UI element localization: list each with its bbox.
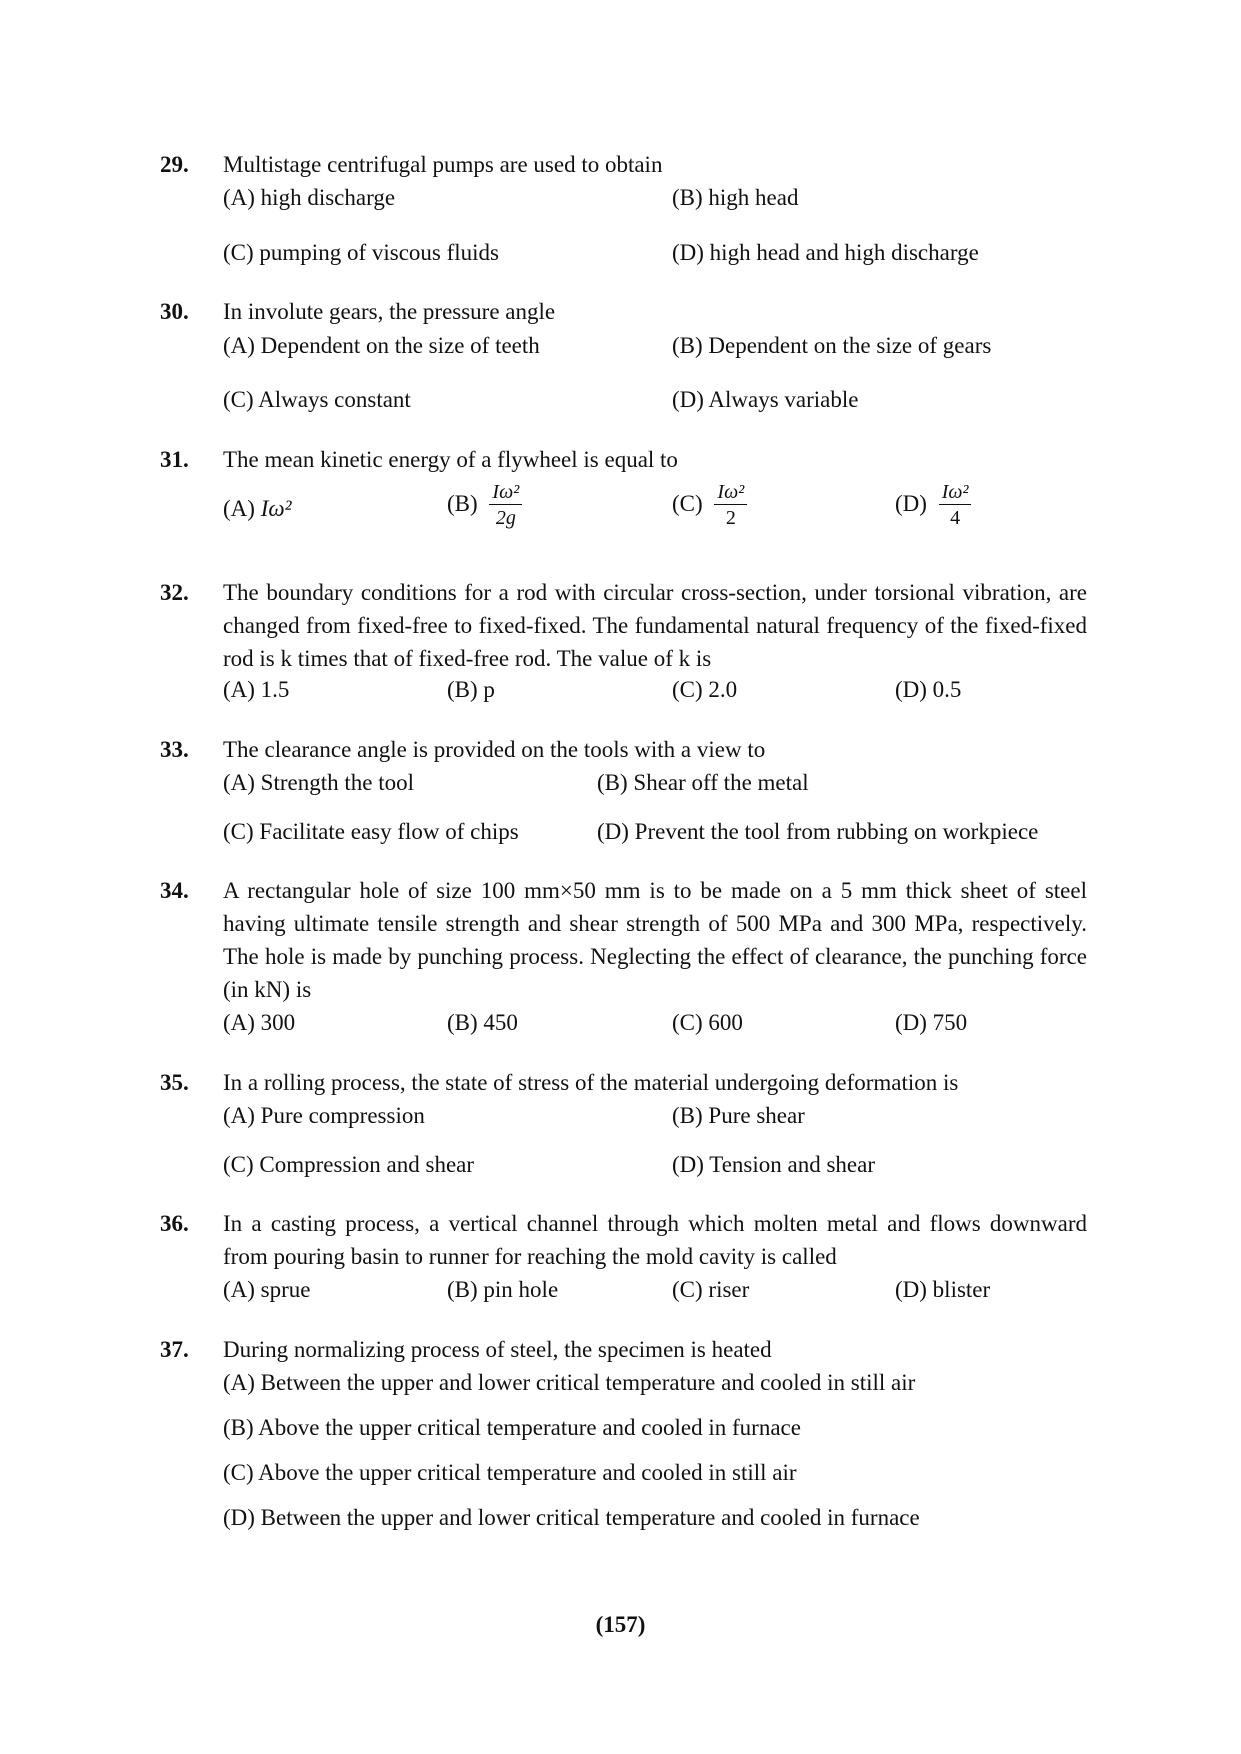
question-text: The mean kinetic energy of a flywheel is equal to: [223, 447, 678, 472]
option-b[interactable]: (B) p: [447, 677, 495, 702]
formula: Iω²: [260, 496, 292, 521]
option-d[interactable]: (D) Always variable: [672, 387, 859, 412]
option-b[interactable]: (B) pin hole: [447, 1277, 559, 1302]
question-text: In a casting process, a vertical channel through which molten metal and flows downward from pouring basin to runner for reaching the mold cavity is called: [223, 1211, 1087, 1269]
option-d[interactable]: [895, 480, 971, 531]
option-a[interactable]: (A) Strength the tool: [223, 770, 414, 795]
numerator: Iω²: [489, 480, 522, 505]
question-number: 29.: [160, 152, 189, 177]
option-a[interactable]: (A) 1.5: [223, 677, 290, 702]
option-b[interactable]: (B) high head: [672, 185, 799, 210]
option-b[interactable]: (B) Dependent on the size of gears: [672, 333, 992, 358]
option-b[interactable]: (B) Shear off the metal: [597, 770, 809, 795]
question-text: In involute gears, the pressure angle: [223, 299, 556, 324]
option-a[interactable]: (A) Between the upper and lower critical temperature and cooled in still air: [223, 1370, 916, 1395]
option-c[interactable]: [672, 480, 747, 531]
question-text: During normalizing process of steel, the specimen is heated: [223, 1337, 772, 1362]
option-b[interactable]: (B) 450: [447, 1010, 518, 1035]
option-a[interactable]: [223, 492, 291, 525]
denominator: 2: [725, 507, 736, 529]
question-text: In a rolling process, the state of stress of the material undergoing deformation is: [223, 1070, 959, 1095]
option-a[interactable]: (A) Pure compression: [223, 1103, 425, 1128]
option-c[interactable]: (C) Facilitate easy flow of chips: [223, 819, 519, 844]
option-a[interactable]: (A) 300: [223, 1010, 296, 1035]
question-text: The clearance angle is provided on the tools with a view to: [223, 737, 766, 762]
option-d[interactable]: (D) blister: [895, 1277, 991, 1302]
question-text: Multistage centrifugal pumps are used to obtain: [223, 152, 663, 177]
denominator: 2g: [495, 507, 516, 529]
option-a[interactable]: (A) Dependent on the size of teeth: [223, 333, 540, 358]
numerator: Iω²: [939, 480, 972, 505]
option-c[interactable]: (C) riser: [672, 1277, 750, 1302]
option-label: (D): [895, 490, 927, 516]
question-text: The boundary conditions for a rod with circular cross-section, under torsional vibration, are changed from fixed-free to fixed-fixed. The fundamental natural frequency of the fixed-fixed rod is k times that of fixed-free rod. The value of k is: [223, 580, 1087, 671]
numerator: Iω²: [714, 480, 747, 505]
option-c[interactable]: (C) 2.0: [672, 677, 738, 702]
option-c[interactable]: (C) Always constant: [223, 387, 411, 412]
question-number: 33.: [160, 737, 189, 762]
question-number: 32.: [160, 580, 189, 605]
option-label: (A): [223, 496, 255, 521]
option-c[interactable]: (C) 600: [672, 1010, 743, 1035]
denominator: 4: [950, 507, 961, 529]
option-b[interactable]: [447, 480, 522, 531]
question-text: A rectangular hole of size 100 mm×50 mm is to be made on a 5 mm thick sheet of steel having ultimate tensile strength and shear strength of 500 MPa and 300 MPa, respectively. The hole is made by punching process. Neglecting the effect of clearance, the punching force (in kN) is: [223, 878, 1087, 1002]
option-d[interactable]: (D) high head and high discharge: [672, 240, 979, 265]
option-label: (B): [447, 490, 478, 516]
option-d[interactable]: (D) Between the upper and lower critical temperature and cooled in furnace: [223, 1505, 920, 1530]
option-c[interactable]: (C) Compression and shear: [223, 1152, 475, 1177]
question-number: 35.: [160, 1070, 189, 1095]
question-number: 36.: [160, 1211, 189, 1236]
option-d[interactable]: (D) Tension and shear: [672, 1152, 875, 1177]
option-d[interactable]: (D) 0.5: [895, 677, 962, 702]
page-number: (157): [595, 1612, 646, 1637]
option-label: (C): [672, 490, 703, 516]
option-c[interactable]: (C) pumping of viscous fluids: [223, 240, 499, 265]
option-d[interactable]: (D) 750: [895, 1010, 968, 1035]
fraction: [489, 480, 522, 531]
option-a[interactable]: (A) sprue: [223, 1277, 311, 1302]
question-number: 30.: [160, 299, 189, 324]
option-a[interactable]: (A) high discharge: [223, 185, 396, 210]
fraction: [939, 480, 972, 531]
option-c[interactable]: (C) Above the upper critical temperature and cooled in still air: [223, 1460, 797, 1485]
question-number: 31.: [160, 447, 189, 472]
question-number: 34.: [160, 878, 189, 903]
option-b[interactable]: (B) Above the upper critical temperature and cooled in furnace: [223, 1415, 801, 1440]
question-number: 37.: [160, 1337, 189, 1362]
option-b[interactable]: (B) Pure shear: [672, 1103, 805, 1128]
fraction: [714, 480, 747, 531]
option-d[interactable]: (D) Prevent the tool from rubbing on workpiece: [597, 819, 1039, 844]
